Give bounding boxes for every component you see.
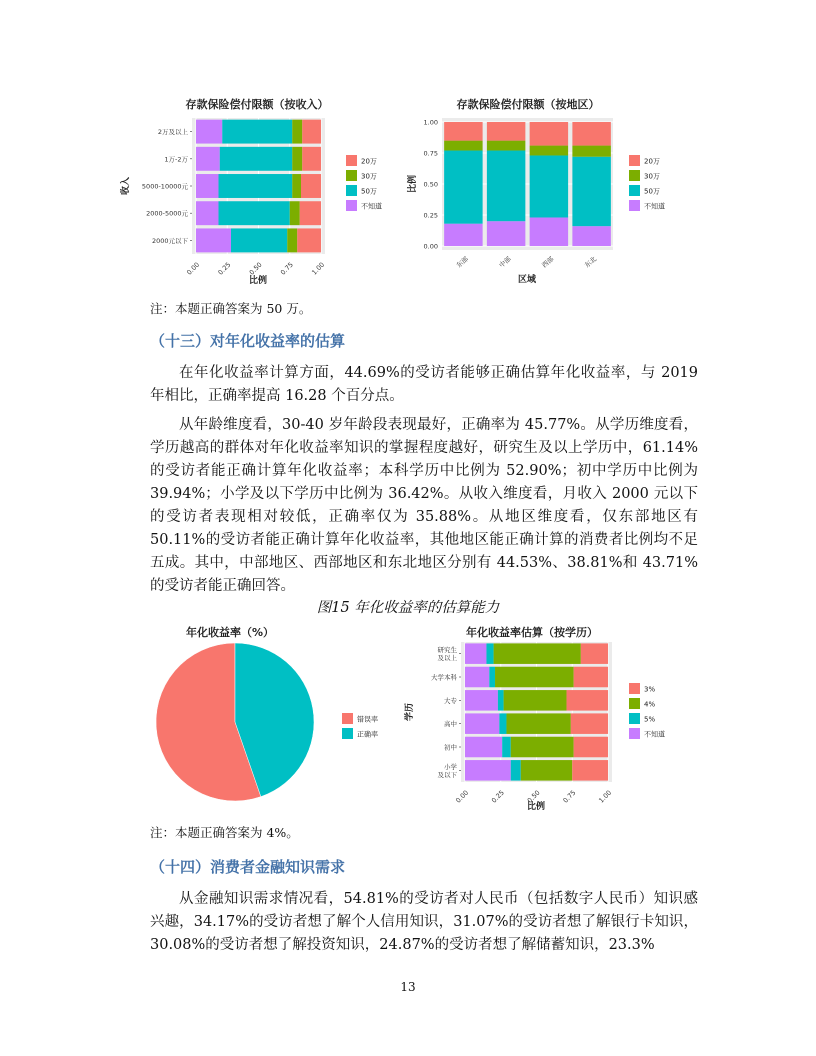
bar-segment xyxy=(196,147,220,171)
bar-segment xyxy=(292,147,302,171)
legend-swatch xyxy=(629,185,640,196)
y-tick-label: 0.00 xyxy=(423,242,438,251)
x-axis-label: 比例 xyxy=(526,802,546,812)
y-tick-label: 0.75 xyxy=(423,149,438,158)
x-tick-label: 0.25 xyxy=(489,788,506,805)
paragraph-3-text: 从金融知识需求情况看，54.81%的受访者对人民币（包括数字人民币）知识感兴趣，34.17%的受访者想了解个人信用知识，31.07%的受访者想了解银行卡知识，30.08%的受访者想了解投资知识，24.87%的受访者想了解储蓄知识，23.3% xyxy=(150,891,698,953)
bar-segment xyxy=(196,120,222,144)
legend-label: 正确率 xyxy=(357,730,378,739)
bar-segment xyxy=(574,667,608,688)
bar-segment xyxy=(292,174,301,198)
bar-segment xyxy=(300,201,321,225)
bar-segment xyxy=(219,201,290,225)
x-tick-label: 0.50 xyxy=(247,260,264,277)
y-axis-label: 收入 xyxy=(121,176,131,196)
figure-caption: 图15 年化收益率的估算能力 xyxy=(316,600,500,616)
legend-label: 30万 xyxy=(361,172,377,181)
chart-annualized-yield-by-education xyxy=(400,620,700,815)
y-tick-label: 2000元以下 xyxy=(151,236,188,245)
y-axis-label: 学历 xyxy=(405,702,415,722)
y-tick-label: 2万及以上 xyxy=(157,128,188,137)
bar-segment xyxy=(530,155,568,217)
bar-segment xyxy=(530,146,568,156)
bar-segment xyxy=(444,224,482,246)
legend-label: 5% xyxy=(644,715,656,724)
bar-segment xyxy=(465,643,486,664)
section-heading-13: （十三）对年化收益率的估算 xyxy=(150,332,346,350)
paragraph-1-text: 在年化收益率计算方面，44.69%的受访者能够正确估算年化收益率，与 2019 年相比，正确率提高 16.28 个百分点。 xyxy=(150,365,698,404)
bar-segment xyxy=(302,120,321,144)
bar-segment xyxy=(504,690,567,711)
chart-pie-svg xyxy=(150,620,410,810)
legend xyxy=(629,155,665,211)
chart-edu-svg xyxy=(400,620,700,815)
legend-swatch xyxy=(629,698,640,709)
bar-segment xyxy=(572,760,608,781)
legend-swatch xyxy=(629,728,640,739)
bar-segment xyxy=(196,201,219,225)
legend-swatch xyxy=(629,170,640,181)
x-tick-label: 西部 xyxy=(540,254,556,270)
chart-title: 存款保险偿付限额（按地区） xyxy=(456,98,600,111)
bar-segment xyxy=(498,690,504,711)
chart-annualized-yield-pie xyxy=(150,620,410,810)
legend xyxy=(342,713,378,739)
y-tick-label: 1.00 xyxy=(423,118,438,127)
bar-segment xyxy=(511,737,574,758)
paragraph-2-text: 从年龄维度看，30-40 岁年龄段表现最好，正确率为 45.77%。从学历维度看，学历越高的群体对年化收益率知识的掌握程度越好，研究生及以上学历中，61.14%的受访者能正确计算年化收益率；本科学历中比例为 52.90%；初中学历中比例为 39.94%；小学及以下学历中比例为 36.42%。从收入维度看，月收入 2000 元以下的受访者表现相对较低，正确率仅为 35.88%。从地区维度看，仅东部地区有 50.11%的受访者能正确计算年化收益率，其他地区能正确计算的消费者比例均不足五成。其中，中部地区、西部地区和东北地区分别有 44.53%、38.81%和 43.71%的受访者能正确回答。 xyxy=(150,417,698,594)
legend-label: 50万 xyxy=(361,187,377,196)
bar-segment xyxy=(196,228,231,252)
x-tick-label: 1.00 xyxy=(597,788,614,805)
y-tick-label: 1万-2万 xyxy=(164,155,188,164)
bar-segment xyxy=(572,226,610,246)
x-tick-label: 0.75 xyxy=(561,788,578,805)
y-tick-label: 高中 xyxy=(444,720,457,729)
bar-segment xyxy=(572,122,610,146)
bar-segment xyxy=(511,760,521,781)
chart-deposit-insurance-by-income xyxy=(112,92,412,287)
y-tick-label: 大学本科 xyxy=(431,673,457,682)
x-tick-label: 0.75 xyxy=(278,260,295,277)
x-tick-label: 东北 xyxy=(583,254,599,270)
x-tick-label: 1.00 xyxy=(310,260,327,277)
bar-segment xyxy=(495,667,574,688)
bar-segment xyxy=(292,120,302,144)
legend-swatch xyxy=(346,170,357,181)
legend xyxy=(346,155,382,211)
x-tick-label: 0.50 xyxy=(525,788,542,805)
bar-segment xyxy=(530,122,568,146)
bar-segment xyxy=(487,141,525,151)
legend-swatch xyxy=(629,155,640,166)
bar-segment xyxy=(571,713,608,734)
bar-segment xyxy=(506,713,570,734)
y-tick-label: 初中 xyxy=(444,743,457,752)
legend xyxy=(629,683,665,739)
legend-label: 30万 xyxy=(644,172,660,181)
bar-segment xyxy=(465,690,498,711)
bar-segment xyxy=(486,643,493,664)
bar-segment xyxy=(465,713,499,734)
bar-segment xyxy=(465,760,511,781)
legend-swatch xyxy=(346,155,357,166)
bar-segment xyxy=(494,643,581,664)
bar-segment xyxy=(489,667,495,688)
chart-title: 年化收益率（%） xyxy=(185,626,275,639)
bar-segment xyxy=(502,737,511,758)
bar-segment xyxy=(499,713,506,734)
bar-segment xyxy=(301,174,321,198)
bar-segment xyxy=(465,737,502,758)
page-number: 13 xyxy=(400,980,416,994)
bar-segment xyxy=(444,151,482,224)
bar-segment xyxy=(290,201,300,225)
paragraph-3 xyxy=(150,888,698,957)
legend-swatch xyxy=(629,200,640,211)
legend-label: 50万 xyxy=(644,187,660,196)
bar-segment xyxy=(231,228,287,252)
bar-segment xyxy=(574,737,608,758)
legend-label: 不知道 xyxy=(644,202,665,211)
note-answer-4pct: 注：本题正确答案为 4%。 xyxy=(150,825,299,840)
bar-segment xyxy=(444,122,482,141)
bar-segment xyxy=(581,643,608,664)
x-tick-label: 0.00 xyxy=(185,260,202,277)
note-answer-50w: 注：本题正确答案为 50 万。 xyxy=(150,301,312,316)
bar-segment xyxy=(222,120,292,144)
legend-label: 20万 xyxy=(644,157,660,166)
chart-income-svg xyxy=(112,92,412,287)
legend-label: 错误率 xyxy=(357,715,378,724)
legend-label: 20万 xyxy=(361,157,377,166)
y-tick-label: 小学及以下 xyxy=(437,762,457,779)
bar-segment xyxy=(220,147,293,171)
legend-swatch xyxy=(342,728,353,739)
legend-label: 不知道 xyxy=(361,202,382,211)
y-tick-label: 0.25 xyxy=(423,211,438,220)
x-tick-label: 中部 xyxy=(497,254,513,270)
legend-label: 不知道 xyxy=(644,730,665,739)
y-tick-label: 研究生及以上 xyxy=(437,646,457,663)
x-tick-label: 东部 xyxy=(454,254,470,270)
y-axis-label: 比例 xyxy=(408,174,418,194)
bar-segment xyxy=(302,147,321,171)
section-heading-14: （十四）消费者金融知识需求 xyxy=(150,858,346,876)
legend-swatch xyxy=(629,713,640,724)
bar-segment xyxy=(521,760,572,781)
bar-segment xyxy=(567,690,608,711)
y-tick-label: 0.50 xyxy=(423,180,438,189)
x-axis-label: 比例 xyxy=(248,276,268,286)
y-tick-label: 2000-5000元 xyxy=(146,209,188,218)
bar-segment xyxy=(572,146,610,157)
bar-segment xyxy=(530,217,568,246)
bar-segment xyxy=(287,228,297,252)
legend-swatch xyxy=(629,683,640,694)
x-axis-label: 区域 xyxy=(517,275,537,285)
bar-segment xyxy=(487,221,525,246)
paragraph-2 xyxy=(150,414,698,598)
legend-swatch xyxy=(346,200,357,211)
chart-title: 存款保险偿付限额（按收入） xyxy=(185,98,329,111)
chart-title: 年化收益率估算（按学历） xyxy=(466,626,598,639)
bar-segment xyxy=(219,174,293,198)
bar-segment xyxy=(465,667,489,688)
chart-region-svg xyxy=(400,92,700,287)
paragraph-1 xyxy=(150,362,698,408)
bar-segment xyxy=(444,141,482,151)
chart-deposit-insurance-by-region xyxy=(400,92,700,287)
legend-swatch xyxy=(342,713,353,724)
x-tick-label: 0.25 xyxy=(216,260,233,277)
bar-segment xyxy=(572,157,610,226)
legend-label: 3% xyxy=(644,685,656,694)
legend-label: 4% xyxy=(644,700,656,709)
bar-segment xyxy=(487,151,525,222)
legend-swatch xyxy=(346,185,357,196)
y-tick-label: 大专 xyxy=(444,696,457,705)
y-tick-label: 5000-10000元 xyxy=(141,182,188,191)
bar-segment xyxy=(297,228,321,252)
x-tick-label: 0.00 xyxy=(454,788,471,805)
bar-segment xyxy=(487,122,525,141)
bar-segment xyxy=(196,174,219,198)
